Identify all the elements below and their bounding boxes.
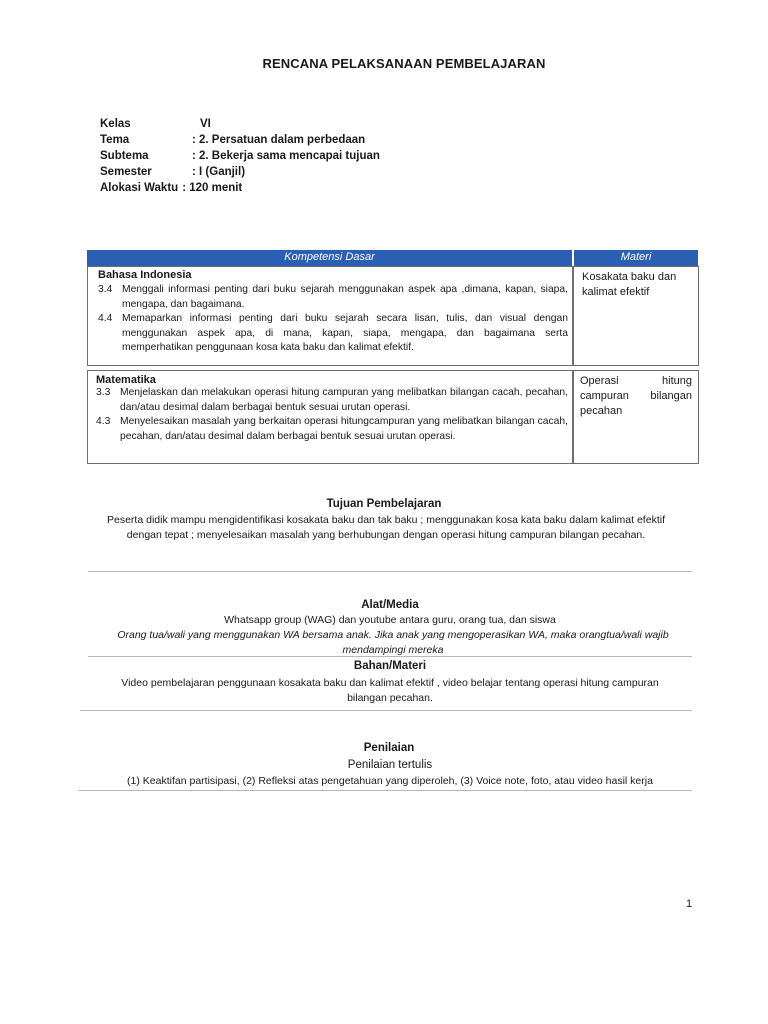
divider: [88, 571, 692, 572]
penilaian-text: (1) Keaktifan partisipasi, (2) Refleksi atas pengetahuan yang diperoleh, (3) Voice note, foto, atau video hasil kerja: [127, 775, 653, 787]
subject-label: Matematika: [96, 374, 156, 386]
bahan-text: Video pembelajaran penggunaan kosakata baku dan kalimat efektif , video belajar tentang operasi hitung campuran bilangan pecahan.: [121, 677, 659, 704]
identity-label: Semester: [100, 166, 152, 178]
bahan-title: Bahan/Materi: [353, 660, 427, 672]
kd-item: [96, 415, 568, 444]
kd-number: 4.3: [96, 416, 111, 428]
materi-text: Kosakata baku dan kalimat efektif: [582, 271, 677, 298]
divider: [88, 656, 692, 657]
divider: [78, 790, 692, 791]
table-cell-materi: [572, 370, 699, 464]
table-header: [87, 250, 698, 266]
identity-block: [100, 116, 380, 196]
header-materi: Materi: [620, 251, 652, 263]
kd-number: 3.3: [96, 387, 111, 398]
tujuan-title: Tujuan Pembelajaran: [326, 498, 442, 510]
tujuan-text: Peserta didik mampu mengidentifikasi kosakata baku dan tak baku ; menggunakan kosa kata baku dalam kalimat efektif dengan tepat ; menyelesaikan masalah yang berhubungan dengan operasi hitung campuran bilangan pecahan.: [107, 514, 665, 541]
divider: [80, 710, 692, 711]
identity-row-subtema: [100, 148, 380, 164]
identity-row-kelas: [100, 116, 380, 132]
table-cell-materi: [572, 266, 699, 366]
document-title: RENCANA PELAKSANAAN PEMBELAJARAN: [262, 56, 546, 71]
identity-value: : I (Ganjil): [192, 166, 246, 178]
kd-number: 3.4: [98, 284, 113, 295]
identity-value: : 2. Persatuan dalam perbedaan: [192, 134, 366, 146]
identity-row-alokasi: [100, 180, 380, 196]
identity-row-tema: [100, 132, 380, 148]
kd-item: [98, 283, 568, 312]
table-row-kd: [87, 266, 574, 366]
subject-label: Bahasa Indonesia: [98, 269, 192, 281]
materi-text: Operasi hitung campuran bilangan pecahan: [580, 375, 692, 417]
kd-text: Menggali informasi penting dari buku sejarah menggunakan aspek apa ,dimana, kapan, siapa, mengapa, dan bagaimana.: [122, 284, 568, 310]
kd-text: Menjelaskan dan melakukan operasi hitung campuran yang melibatkan bilangan cacah, pecahan, dan/atau desimal dalam berbagai bentuk sesuai urutan operasi.: [120, 387, 568, 413]
identity-label: Subtema: [100, 150, 149, 162]
identity-label: Kelas: [100, 118, 131, 130]
kd-item: [96, 386, 568, 415]
kd-text: Menyelesaikan masalah yang berkaitan operasi hitungcampuran yang melibatkan bilangan cacah, pecahan, dan/atau desimal dalam berbagai bentuk sesuai urutan operasi.: [120, 416, 568, 442]
kd-text: Memaparkan informasi penting dari buku sejarah secara lisan, tulis, dan visual dengan menggunakan aspek apa, di mana, kapan, siapa, mengapa, dan bagaimana serta memperhatikan penggunaan kosa kata baku dan kalimat efektif.: [122, 313, 568, 354]
kd-number: 4.4: [98, 313, 113, 325]
penilaian-title: Penilaian: [363, 742, 415, 754]
identity-row-semester: [100, 164, 380, 180]
identity-value: VI: [200, 118, 211, 130]
alat-text: Whatsapp group (WAG) dan youtube antara guru, orang tua, dan siswa: [224, 614, 556, 626]
page-number: 1: [686, 898, 693, 910]
identity-label: Tema: [100, 134, 130, 146]
alat-note: Orang tua/wali yang menggunakan WA bersama anak. Jika anak yang mengoperasikan WA, maka orangtua/wali wajib mendampingi mereka: [117, 629, 669, 656]
header-kompetensi-dasar: Kompetensi Dasar: [284, 251, 375, 263]
penilaian-subtitle: Penilaian tertulis: [347, 759, 433, 771]
alat-title: Alat/Media: [361, 599, 419, 611]
identity-label: Alokasi Waktu: [100, 182, 179, 194]
kd-item: [98, 312, 568, 356]
identity-value: : 2. Bekerja sama mencapai tujuan: [192, 150, 380, 162]
identity-value: : 120 menit: [182, 182, 243, 194]
table-row-kd: [87, 370, 574, 464]
